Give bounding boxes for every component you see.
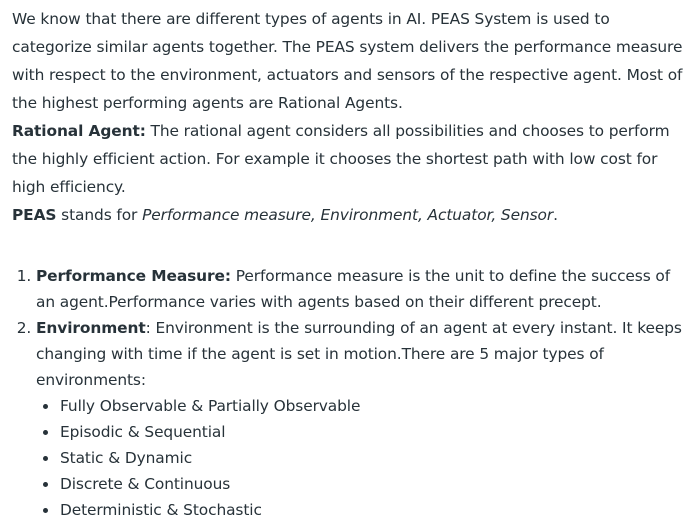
peas-components-list [12,263,683,523]
environment-term: Environment [36,319,146,337]
peas-prefix: stands for [56,206,143,224]
environment-type-item: Discrete & Continuous [60,471,683,497]
peas-term: PEAS [12,206,57,224]
environment-type-item: Episodic & Sequential [60,419,683,445]
rational-agent-definition: The rational agent considers all possibilities and chooses to perform the highly efficient action. For example it chooses the shortest path with low cost for high efficiency. [12,122,670,196]
peas-expansion: Performance measure, Environment, Actuator, Sensor [142,206,554,224]
environment-type-item: Static & Dynamic [60,445,683,471]
peas-paragraph [12,201,683,229]
environment-text: : Environment is the surrounding of an agent at every instant. It keeps changing with time if the agent is set in motion.There are 5 major types of environments: [36,319,682,389]
environment-type-item: Fully Observable & Partially Observable [60,393,683,419]
list-item-performance-measure [36,263,683,315]
environment-types-list [36,393,683,523]
section-spacer [12,229,683,263]
rational-agent-paragraph [12,117,683,201]
environment-type-item: Deterministic & Stochastic [60,497,683,523]
intro-paragraph: We know that there are different types of agents in AI. PEAS System is used to categorize similar agents together. The PEAS system delivers the performance measure with respect to the environment, actuators and sensors of the respective agent. Most of the highest performing agents are Rational Agents. [12,10,683,112]
performance-measure-text: Performance measure is the unit to define the success of an agent.Performance varies with agents based on their different precept. [36,267,671,311]
peas-suffix: . [553,206,558,224]
performance-measure-term: Performance Measure: [36,267,231,285]
list-item-environment [36,315,683,523]
rational-agent-term: Rational Agent: [12,122,146,140]
